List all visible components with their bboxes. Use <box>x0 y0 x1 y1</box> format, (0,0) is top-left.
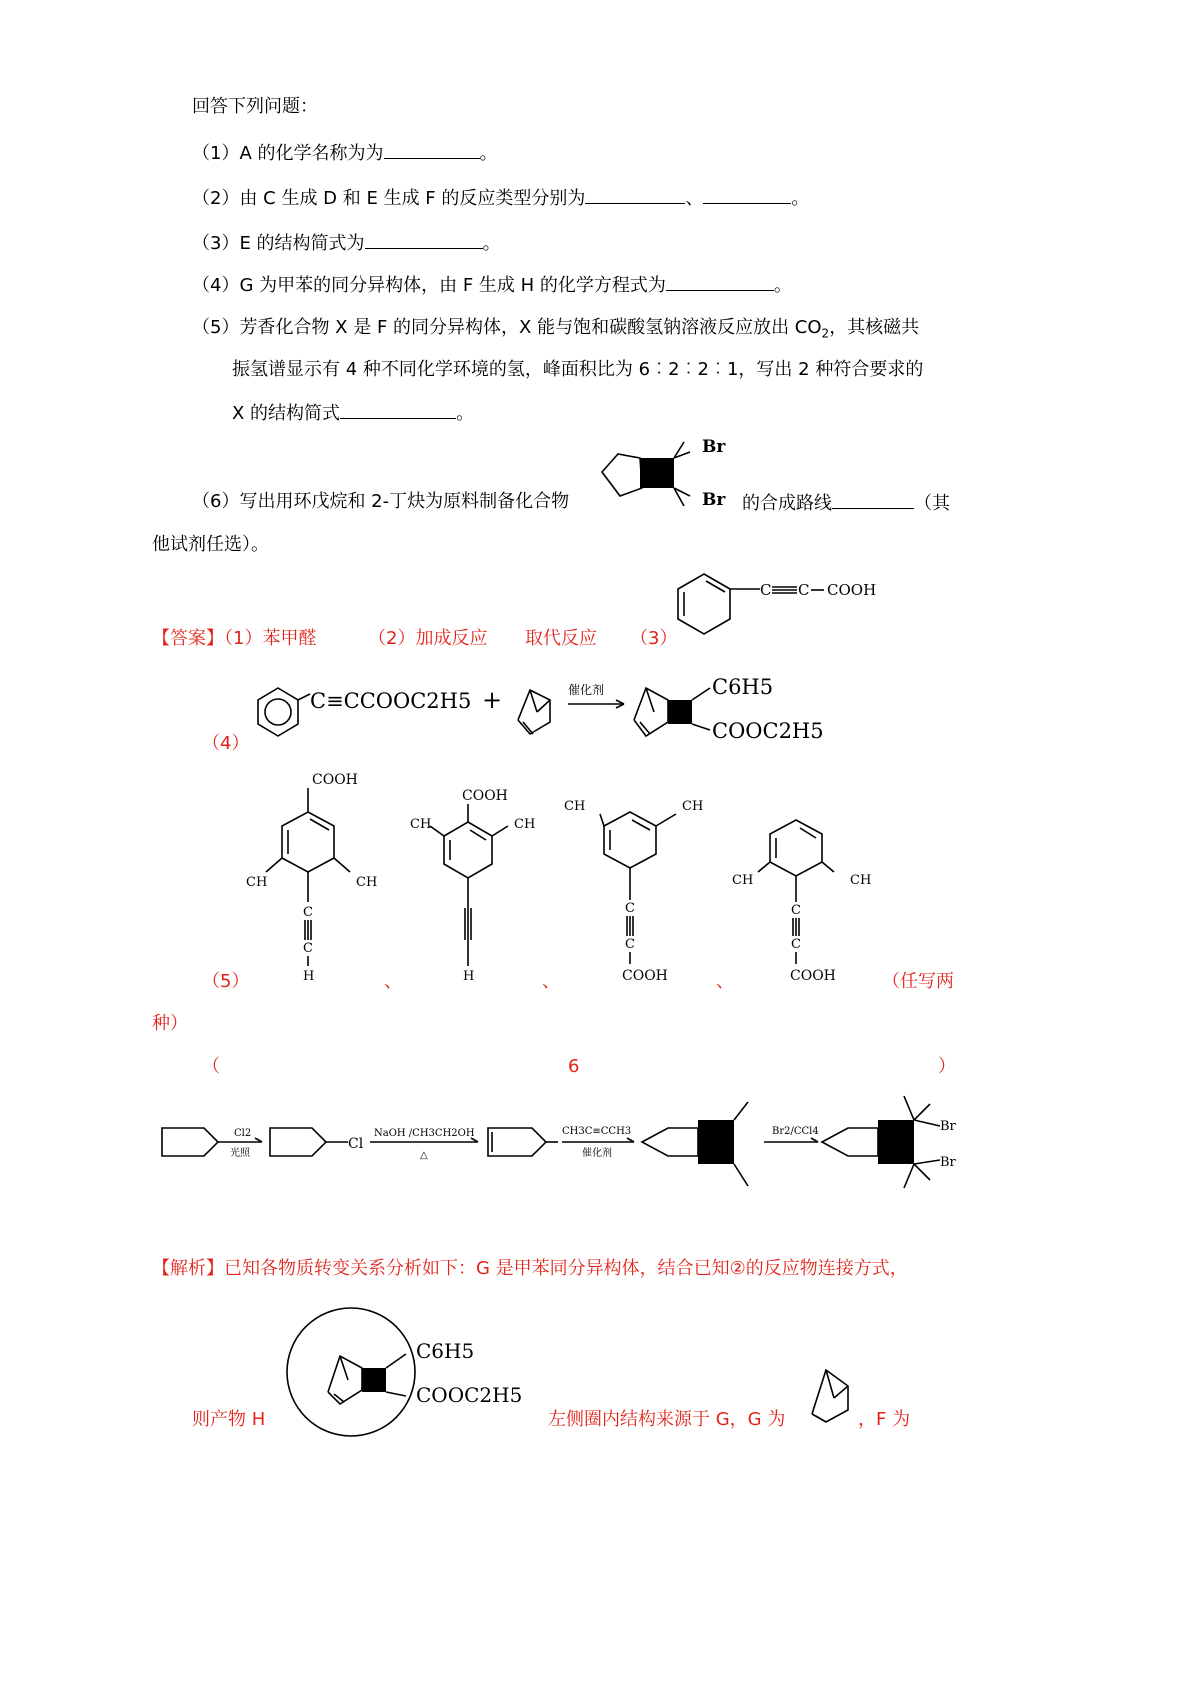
svg-text:光照: 光照 <box>230 1148 250 1159</box>
br-label: Br <box>702 437 726 457</box>
product-h-structure <box>284 1310 544 1440</box>
question-4: （4）G 为甲苯的同分异构体，由 F 生成 H 的化学方程式为 。 <box>192 272 792 298</box>
question-5-line1: （5）芳香化合物 X 是 F 的同分异构体，X 能与饱和碳酸氢钠溶液反应放出 $CO_2$，其核磁共 <box>192 317 920 341</box>
svg-text:CH: CH <box>682 799 704 814</box>
svg-text:C6H5: C6H5 <box>416 1339 475 1363</box>
svg-text:Br2/CCl4: Br2/CCl4 <box>772 1126 819 1137</box>
svg-text:C: C <box>791 903 801 918</box>
dibromo-product <box>822 1096 957 1188</box>
target-molecule-structure <box>590 430 750 530</box>
svg-text:C: C <box>303 905 313 920</box>
analysis-f-label: ，F 为 <box>858 1409 911 1430</box>
svg-text:COOH: COOH <box>312 772 358 788</box>
chlorocyclopentane <box>270 1128 364 1156</box>
svg-text:CH3C≡CCH3: CH3C≡CCH3 <box>562 1126 632 1137</box>
bicyclic-alkene <box>642 1102 748 1186</box>
isomer-4 <box>732 820 871 984</box>
answer-blank[interactable] <box>703 185 791 204</box>
answer-5-structures <box>230 768 930 998</box>
question-6-line2: 他试剂任选）。 <box>152 534 269 555</box>
svg-text:Cl: Cl <box>348 1136 364 1152</box>
svg-text:C: C <box>791 937 801 952</box>
answer-6-number: 6 <box>568 1056 580 1077</box>
answer-6-synthesis-route <box>158 1090 1018 1200</box>
svg-text:COOC2H5: COOC2H5 <box>416 1383 523 1407</box>
analysis-h-label: 则产物 H <box>192 1409 266 1430</box>
answer-5-label: （5） <box>202 971 250 992</box>
svg-text:COOH: COOH <box>622 968 668 984</box>
svg-text:CH: CH <box>410 817 432 832</box>
svg-text:C: C <box>798 581 810 599</box>
answer-5-sep: 、 <box>384 971 402 992</box>
isomer-2 <box>410 788 535 984</box>
analysis-circle-text: 左侧圈内结构来源于 G，G 为 <box>548 1409 786 1430</box>
answer-2b: 取代反应 <box>525 628 597 649</box>
svg-text:H: H <box>303 969 315 984</box>
analysis-line-1: 【解析】已知各物质转变关系分析如下：G 是甲苯同分异构体，结合已知②的反应物连接方式， <box>152 1258 908 1279</box>
answer-blank[interactable] <box>832 490 914 509</box>
svg-text:催化剂: 催化剂 <box>582 1148 612 1159</box>
svg-text:H: H <box>463 969 475 984</box>
svg-text:C: C <box>760 581 772 599</box>
svg-text:CH: CH <box>246 875 268 890</box>
answer-blank[interactable] <box>666 272 774 291</box>
answer-5-tail2: 种） <box>152 1013 188 1034</box>
answer-6-open: （ <box>202 1056 220 1077</box>
cyclopentane <box>162 1128 218 1156</box>
svg-text:C: C <box>303 941 313 956</box>
svg-text:△: △ <box>420 1150 428 1161</box>
answer-blank[interactable] <box>340 400 456 419</box>
svg-text:CH: CH <box>514 817 536 832</box>
svg-text:催化剂: 催化剂 <box>568 683 605 697</box>
answer-6-close: ） <box>938 1056 956 1077</box>
answer-4-label: （4） <box>202 733 250 754</box>
svg-text:COOH: COOH <box>827 581 877 599</box>
svg-text:Cl2: Cl2 <box>234 1128 252 1139</box>
svg-text:Br: Br <box>940 1119 956 1134</box>
svg-text:CH: CH <box>732 873 754 888</box>
cooc2h5-label: COOC2H5 <box>712 719 824 743</box>
answer-line-1: 【答案】（1）苯甲醛 <box>152 628 317 649</box>
question-5-line2: 振氢谱显示有 4 种不同化学环境的氢，峰面积比为 6︰2︰2︰1，写出 2 种符合要求的 <box>232 359 924 380</box>
answer-blank[interactable] <box>365 230 483 249</box>
question-6: （6）写出用环戊烷和 2-丁炔为原料制备化合物 <box>192 491 570 512</box>
svg-text:COOH: COOH <box>790 968 836 984</box>
svg-text:C: C <box>625 937 635 952</box>
question-2: （2）由 C 生成 D 和 E 生成 F 的反应类型分别为 、 。 <box>192 185 809 211</box>
answer-blank[interactable] <box>384 140 480 159</box>
isomer-1 <box>246 772 377 984</box>
question-6-after: 的合成路线 （其 <box>742 490 950 516</box>
answer-3-label: （3） <box>630 628 678 649</box>
svg-text:C: C <box>625 901 635 916</box>
question-1: （1）A 的化学名称为为 。 <box>192 140 498 166</box>
answer-3-structure <box>672 562 892 652</box>
svg-text:COOH: COOH <box>462 788 508 804</box>
svg-text:Br: Br <box>940 1155 956 1170</box>
eq-reactant: C≡CCOOC2H5 <box>310 689 472 713</box>
question-5-line3: X 的结构简式 。 <box>232 400 474 426</box>
svg-text:CH: CH <box>564 799 586 814</box>
svg-text:+: + <box>482 686 503 714</box>
intro-text: 回答下列问题： <box>192 96 318 117</box>
answer-2a: （2）加成反应 <box>368 628 488 649</box>
answer-blank[interactable] <box>585 185 685 204</box>
c6h5-label: C6H5 <box>712 675 774 699</box>
answer-4-equation <box>250 660 850 770</box>
cyclopentene <box>488 1128 558 1156</box>
svg-text:CH: CH <box>850 873 872 888</box>
svg-text:NaOH /CH3CH2OH: NaOH /CH3CH2OH <box>374 1128 475 1139</box>
g-structure <box>804 1360 864 1430</box>
br-label: Br <box>702 490 726 510</box>
isomer-3 <box>564 799 703 984</box>
answer-5-sep: 、 <box>542 971 560 992</box>
answer-5-tail: （任写两 <box>882 971 954 992</box>
answer-5-sep: 、 <box>716 971 734 992</box>
question-3: （3）E 的结构简式为 。 <box>192 230 501 256</box>
svg-text:CH: CH <box>356 875 378 890</box>
